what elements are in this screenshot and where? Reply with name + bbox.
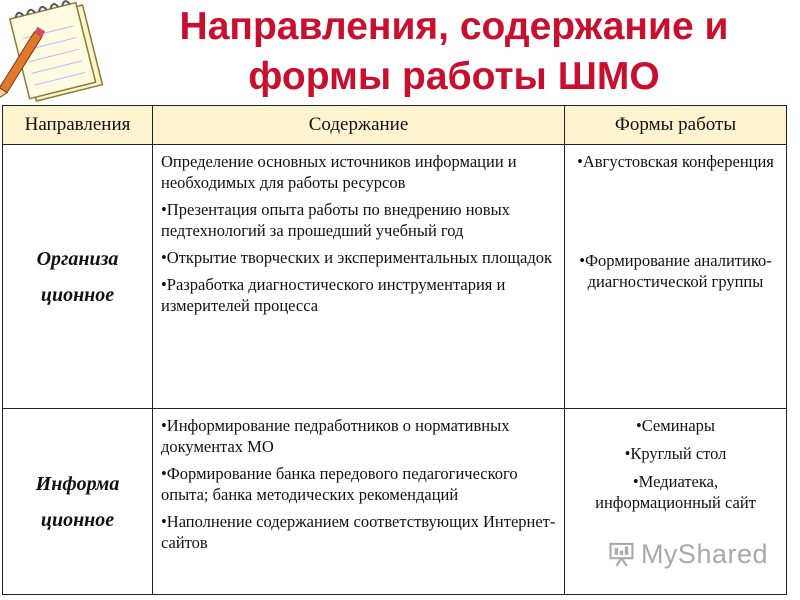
direction-label-part1: Организа <box>36 247 119 270</box>
content-item: •Открытие творческих и экспериментальных площадок <box>161 248 553 267</box>
title-line-1: Направления, содержание и <box>179 5 729 48</box>
shmo-work-table <box>2 105 787 595</box>
direction-label-part2: ционное <box>40 283 115 306</box>
table-row <box>3 145 787 409</box>
header-forms: Формы работы <box>565 106 787 145</box>
watermark-text: MyShared <box>640 538 768 569</box>
direction-label-part1: Информа <box>35 472 120 495</box>
content-cell <box>153 409 565 595</box>
myshared-watermark <box>608 535 768 573</box>
form-item: •Медиатека, информационный сайт <box>595 472 756 512</box>
form-item: •Августовская конференция <box>577 152 774 171</box>
content-item: •Формирование банка передового педагогического опыта; банка методических рекомендаций <box>161 464 518 504</box>
presentation-board-icon <box>608 538 635 570</box>
slide-title <box>118 2 790 102</box>
notepad-pencil-icon <box>0 0 124 112</box>
table-header-row <box>3 106 787 145</box>
content-cell <box>153 145 565 409</box>
forms-cell <box>565 145 787 409</box>
form-item: •Круглый стол <box>624 444 727 463</box>
content-item: •Разработка диагностического инструментария и измерителей процесса <box>161 275 506 315</box>
header-directions: Направления <box>3 106 153 145</box>
title-line-2: формы работы ШМО <box>248 55 660 98</box>
form-item: •Формирование аналитико-диагностической группы <box>579 251 772 291</box>
form-item: •Семинары <box>635 416 716 435</box>
content-item: •Информирование педработников о нормативных документах МО <box>161 416 510 456</box>
content-item: •Презентация опыта работы по внедрению новых педтехнологий за прошедший учебный год <box>161 200 510 240</box>
header-content: Содержание <box>153 106 565 145</box>
direction-cell <box>3 409 153 595</box>
content-item: •Наполнение содержанием соответствующих Интернет-сайтов <box>161 512 556 552</box>
content-item: Определение основных источников информации и необходимых для работы ресурсов <box>161 152 517 192</box>
direction-label-part2: ционное <box>40 508 115 531</box>
direction-cell <box>3 145 153 409</box>
